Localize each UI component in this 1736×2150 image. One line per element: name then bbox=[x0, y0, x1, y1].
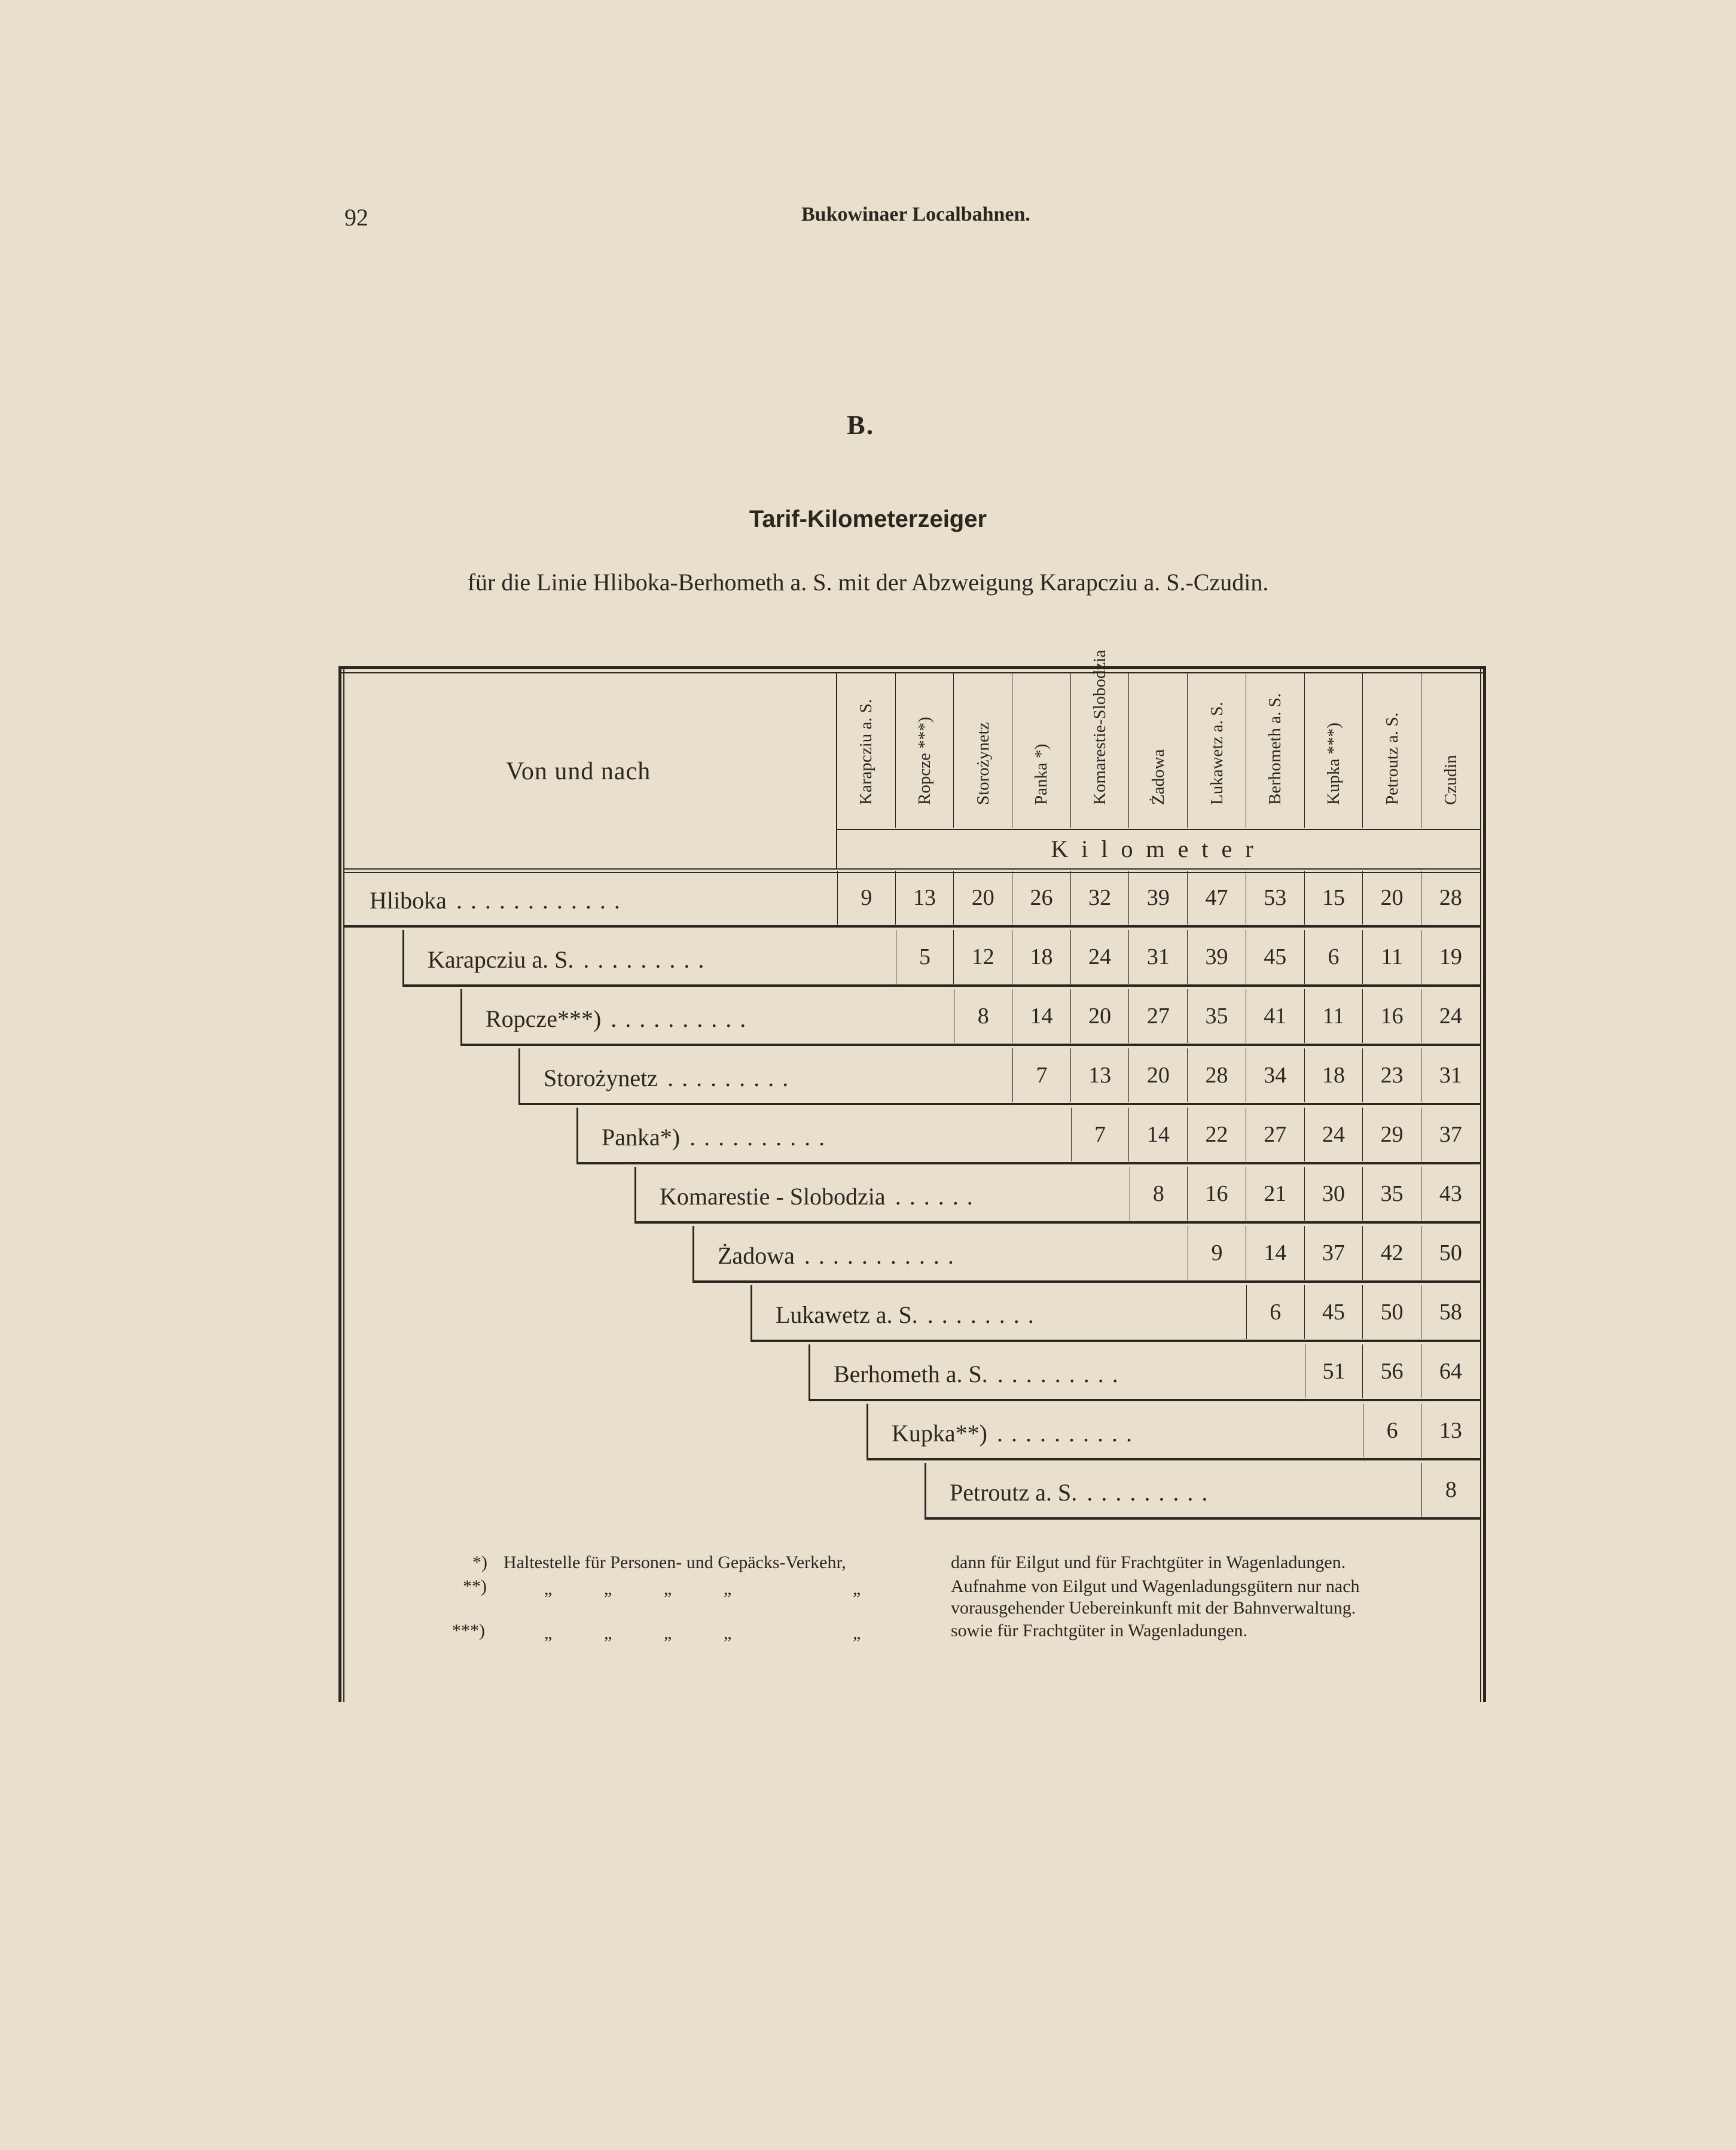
row-label bbox=[776, 1301, 1042, 1329]
leader-dots: .......... bbox=[689, 1124, 834, 1151]
table-cell: 24 bbox=[1439, 1004, 1462, 1029]
row-name: Kupka**) bbox=[892, 1420, 987, 1447]
ditto-mark: „ bbox=[664, 1623, 672, 1643]
table-cell: 31 bbox=[1439, 1063, 1462, 1088]
column-header-label: Panka *) bbox=[1032, 743, 1051, 805]
ditto-mark: „ bbox=[544, 1579, 553, 1599]
table-cell: 18 bbox=[1012, 930, 1071, 984]
column-header bbox=[1363, 673, 1421, 828]
row-name: Lukawetz a. S. bbox=[776, 1301, 918, 1328]
row-name: Petroutz a. S. bbox=[950, 1479, 1078, 1506]
table-cell: 28 bbox=[1439, 885, 1462, 910]
table-cell: 58 bbox=[1439, 1300, 1462, 1325]
column-header bbox=[1246, 673, 1305, 828]
footnote-mark-2: **) bbox=[463, 1576, 487, 1596]
table-cell: 5 bbox=[896, 930, 954, 984]
footnote-mark-1: *) bbox=[472, 1553, 487, 1572]
table-cell: 20 bbox=[1071, 989, 1130, 1043]
column-header-label: Kupka ***) bbox=[1323, 722, 1343, 805]
table-cell: 18 bbox=[1305, 1048, 1363, 1102]
ditto-mark: „ bbox=[664, 1579, 672, 1599]
footnote-text-2a: Aufnahme von Eilgut und Wagenladungsgütern nur nach bbox=[951, 1576, 1360, 1596]
leader-dots: .......... bbox=[996, 1420, 1140, 1447]
table-cell: 6 bbox=[1246, 1285, 1305, 1339]
table-cell: 50 bbox=[1439, 1240, 1462, 1265]
column-header-label: Petroutz a. S. bbox=[1382, 712, 1402, 805]
column-header-label: Czudin bbox=[1441, 754, 1460, 805]
table-cell: 11 bbox=[1363, 930, 1421, 984]
table-cell: 14 bbox=[1246, 1226, 1305, 1280]
row-label bbox=[602, 1123, 833, 1151]
table-cell: 6 bbox=[1305, 930, 1363, 984]
leader-dots: ........ bbox=[927, 1301, 1042, 1328]
ditto-mark: „ bbox=[604, 1579, 612, 1599]
table-left-rule bbox=[338, 666, 344, 1702]
table-cell: 56 bbox=[1363, 1344, 1421, 1398]
column-header bbox=[954, 673, 1012, 828]
table-cell: 13 bbox=[1439, 1418, 1462, 1443]
ditto-mark: „ bbox=[724, 1623, 732, 1643]
column-header bbox=[1188, 673, 1246, 828]
table-cell: 45 bbox=[1305, 1285, 1363, 1339]
row-name: Berhometh a. S. bbox=[834, 1361, 988, 1387]
footnote-text-1b: dann für Eilgut und für Frachtgüter in Wagenladungen. bbox=[951, 1553, 1346, 1572]
footnote-text-2b: vorausgehender Uebereinkunft mit der Bahnverwaltung. bbox=[951, 1598, 1356, 1618]
table-cell: 14 bbox=[1012, 989, 1071, 1043]
table-cell: 15 bbox=[1305, 871, 1363, 925]
table-cell: 37 bbox=[1305, 1226, 1363, 1280]
leader-dots: ......... bbox=[583, 946, 713, 973]
row-label bbox=[834, 1360, 1127, 1388]
row-name: Komarestie - Slobodzia bbox=[660, 1183, 886, 1210]
table-cell: 9 bbox=[1188, 1226, 1246, 1280]
table-cell: 47 bbox=[1188, 871, 1246, 925]
table-cell: 35 bbox=[1188, 989, 1246, 1043]
table-subtitle: für die Linie Hliboka-Berhometh a. S. mit der Abzweigung Karapcziu a. S.-Czudin. bbox=[467, 569, 1269, 596]
ditto-mark: „ bbox=[544, 1623, 553, 1643]
unit-label: Kilometer bbox=[1051, 835, 1267, 862]
leader-dots: ............ bbox=[456, 887, 629, 914]
table-cell: 6 bbox=[1363, 1404, 1421, 1457]
table-cell: 29 bbox=[1363, 1108, 1421, 1161]
table-cell: 21 bbox=[1246, 1167, 1305, 1221]
table-cell: 11 bbox=[1305, 989, 1363, 1043]
table-cell: 64 bbox=[1439, 1359, 1462, 1384]
table-cell: 14 bbox=[1130, 1108, 1188, 1161]
row-name: Storożynetz bbox=[544, 1065, 658, 1091]
leader-dots: ...... bbox=[895, 1183, 981, 1210]
table-cell: 43 bbox=[1439, 1181, 1462, 1206]
table-cell: 35 bbox=[1363, 1167, 1421, 1221]
row-name: Panka*) bbox=[602, 1124, 681, 1151]
table-right-rule bbox=[1480, 666, 1486, 1702]
ditto-mark: „ bbox=[724, 1579, 732, 1599]
table-cell: 13 bbox=[896, 871, 954, 925]
table-cell: 50 bbox=[1363, 1285, 1421, 1339]
table-cell: 20 bbox=[1130, 1048, 1188, 1102]
ditto-mark: „ bbox=[853, 1579, 861, 1599]
table-cell: 24 bbox=[1071, 930, 1130, 984]
table-cell: 22 bbox=[1188, 1108, 1246, 1161]
table-cell: 24 bbox=[1305, 1108, 1363, 1161]
table-cell: 7 bbox=[1012, 1048, 1071, 1102]
kilometer-rule bbox=[837, 829, 1480, 830]
leader-dots: ......... bbox=[1087, 1479, 1216, 1506]
row-name: Hliboka bbox=[370, 887, 447, 914]
row-label bbox=[544, 1064, 797, 1092]
table-cell: 31 bbox=[1130, 930, 1188, 984]
leader-dots: .......... bbox=[611, 1005, 755, 1032]
row-label bbox=[660, 1182, 981, 1210]
table-cell: 23 bbox=[1363, 1048, 1421, 1102]
table-cell: 42 bbox=[1363, 1226, 1421, 1280]
row-label bbox=[370, 886, 629, 914]
table-cell: 39 bbox=[1188, 930, 1246, 984]
table-cell: 27 bbox=[1130, 989, 1188, 1043]
table-cell: 51 bbox=[1305, 1344, 1363, 1398]
column-header-label: Karapcziu a. S. bbox=[856, 699, 876, 805]
table-cell: 7 bbox=[1071, 1108, 1130, 1161]
table-title: Tarif-Kilometerzeiger bbox=[749, 506, 987, 532]
footnote-mark-3: ***) bbox=[452, 1621, 485, 1640]
table-cell: 37 bbox=[1439, 1122, 1462, 1147]
column-header bbox=[1130, 673, 1188, 828]
column-header-label: Komarestie-Slobodzia bbox=[1090, 649, 1109, 805]
row-name: Żadowa bbox=[718, 1242, 795, 1269]
column-header bbox=[1012, 673, 1071, 828]
row-label bbox=[718, 1242, 962, 1270]
table-cell: 27 bbox=[1246, 1108, 1305, 1161]
row-name: Ropcze***) bbox=[486, 1005, 602, 1032]
table-cell: 53 bbox=[1246, 871, 1305, 925]
row-label bbox=[950, 1478, 1216, 1506]
column-header-label: Lukawetz a. S. bbox=[1207, 702, 1227, 805]
column-header-label: Berhometh a. S. bbox=[1265, 693, 1285, 805]
row-label bbox=[892, 1419, 1140, 1447]
footnote-text-3: sowie für Frachtgüter in Wagenladungen. bbox=[951, 1621, 1248, 1640]
table-cell: 16 bbox=[1188, 1167, 1246, 1221]
ditto-mark: „ bbox=[853, 1623, 861, 1643]
column-header-label: Żadowa bbox=[1148, 749, 1168, 805]
table-cell: 8 bbox=[954, 989, 1012, 1043]
leader-dots: ......... bbox=[997, 1361, 1127, 1387]
table-cell: 9 bbox=[837, 871, 896, 925]
table-cell: 28 bbox=[1188, 1048, 1246, 1102]
column-header bbox=[837, 673, 896, 828]
column-header-label: Storożynetz bbox=[973, 722, 993, 805]
row-label bbox=[486, 1005, 754, 1033]
section-letter: B. bbox=[847, 410, 875, 440]
column-header-label: Ropcze ***) bbox=[914, 716, 934, 805]
footnote-text-1: Haltestelle für Personen- und Gepäcks-Verkehr, bbox=[504, 1553, 846, 1572]
table-cell: 32 bbox=[1071, 871, 1130, 925]
leader-dots: ........... bbox=[804, 1242, 962, 1269]
column-header bbox=[896, 673, 954, 828]
column-header bbox=[1421, 673, 1480, 828]
table-cell: 20 bbox=[954, 871, 1012, 925]
page-number: 92 bbox=[344, 204, 368, 231]
ditto-mark: „ bbox=[604, 1623, 612, 1643]
table-cell: 13 bbox=[1071, 1048, 1130, 1102]
table-cell: 26 bbox=[1012, 871, 1071, 925]
column-header bbox=[1305, 673, 1363, 828]
row-name: Karapcziu a. S. bbox=[428, 946, 574, 973]
leader-dots: ......... bbox=[667, 1065, 797, 1091]
table-cell: 30 bbox=[1305, 1167, 1363, 1221]
table-cell: 41 bbox=[1246, 989, 1305, 1043]
column-header bbox=[1071, 649, 1130, 828]
row-label bbox=[428, 946, 712, 974]
table-cell: 8 bbox=[1421, 1463, 1480, 1517]
table-cell: 34 bbox=[1246, 1048, 1305, 1102]
table-cell: 45 bbox=[1246, 930, 1305, 984]
table-cell: 19 bbox=[1439, 944, 1462, 969]
table-top-rule bbox=[338, 666, 1486, 673]
table-cell: 39 bbox=[1130, 871, 1188, 925]
table-cell: 16 bbox=[1363, 989, 1421, 1043]
table-cell: 20 bbox=[1363, 871, 1421, 925]
table-cell: 12 bbox=[954, 930, 1012, 984]
table-cell: 8 bbox=[1130, 1167, 1188, 1221]
running-title: Bukowinaer Localbahnen. bbox=[801, 203, 1030, 225]
corner-label: Von und nach bbox=[506, 758, 651, 785]
